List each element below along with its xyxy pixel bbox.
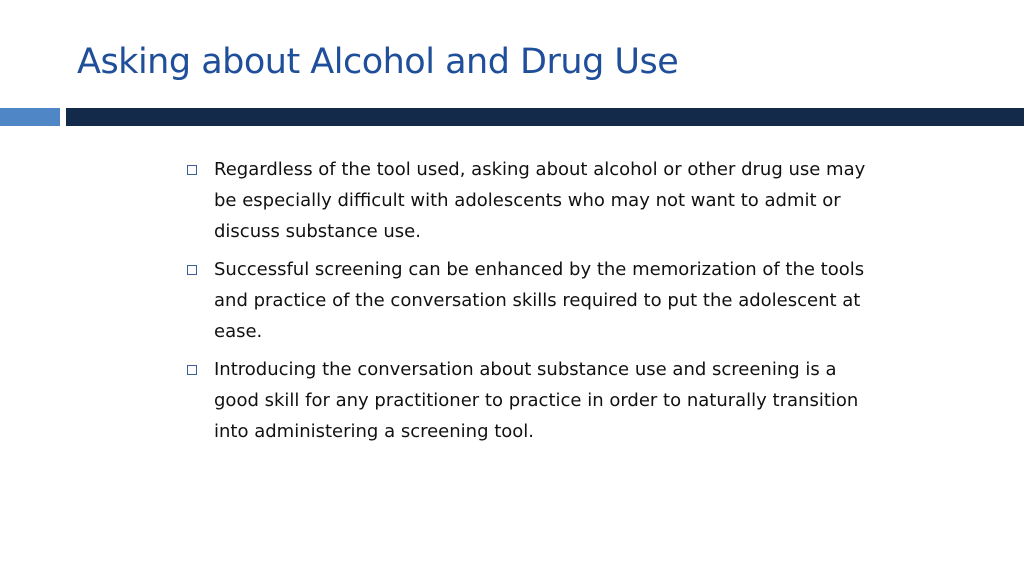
bullet-item bbox=[186, 154, 866, 247]
hollow-square-icon bbox=[187, 165, 197, 175]
slide-title: Asking about Alcohol and Drug Use bbox=[77, 42, 679, 82]
bullet-list bbox=[186, 154, 866, 454]
bullet-text: Successful screening can be enhanced by the memorization of the tools and practice of the conversation skills required to put the adolescent at ease. bbox=[214, 259, 865, 342]
bullet-item bbox=[186, 254, 866, 347]
accent-bar-left bbox=[0, 108, 60, 126]
bullet-item bbox=[186, 354, 866, 447]
hollow-square-icon bbox=[187, 365, 197, 375]
bullet-text: Introducing the conversation about substance use and screening is a good skill for any practitioner to practice in order to naturally transition into administering a screening tool. bbox=[214, 359, 859, 442]
accent-bar-right bbox=[66, 108, 1024, 126]
hollow-square-icon bbox=[187, 265, 197, 275]
bullet-text: Regardless of the tool used, asking about alcohol or other drug use may be especially difficult with adolescents who may not want to admit or discuss substance use. bbox=[214, 159, 866, 242]
